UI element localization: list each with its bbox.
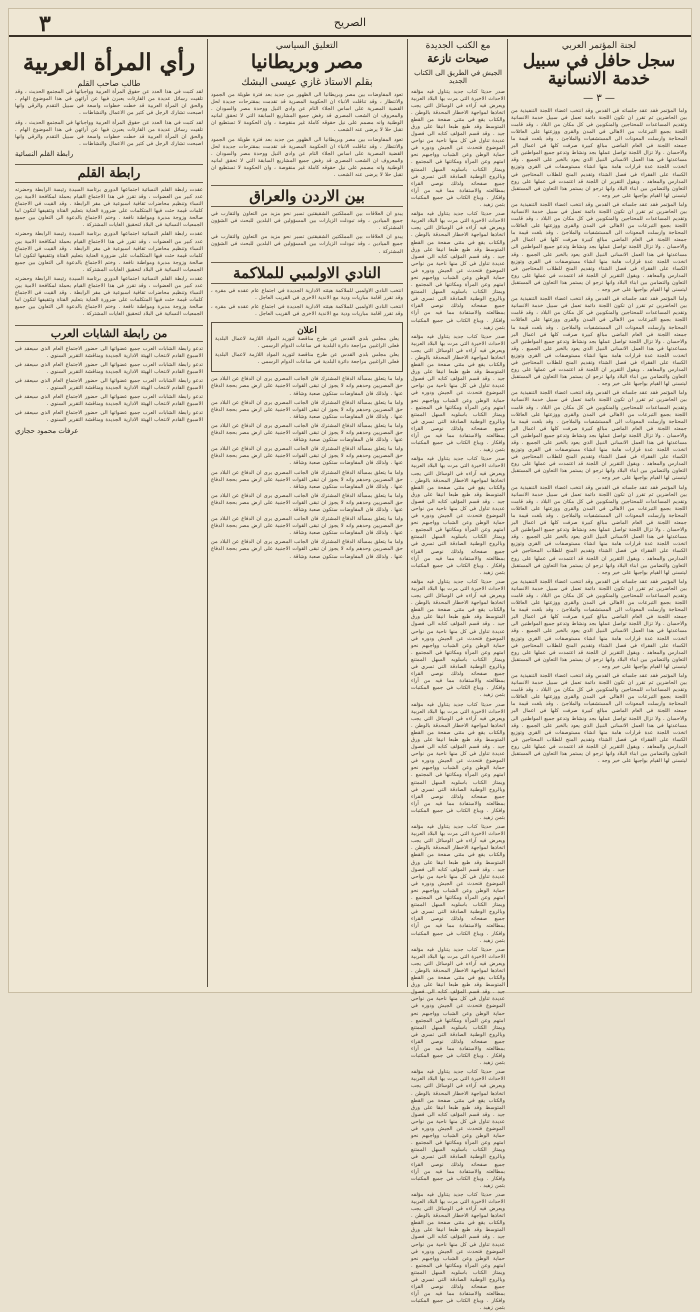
headline-arab-woman: رأي المرأة العربية [22, 49, 196, 76]
article-body: تعود المفاوضات بين مصر وبريطانيا الى الظهور من جديد بعد فترة طويلة من الجمود والانتظار ، وقد تناقلت الانباء ان الحكومة المصرية قد تقدمت بمقترحات جديدة لحل القضية المصرية على اساس الجلاء التام عن وادي النيل ووحدة مصر والسودان . والمعروف ان الشعب المصري قد رفض جميع المشاريع السابقة التي لا تحقق امانيه الوطنية وانه مصمم على نيل حقوقه كاملة غير منقوصة ، وان الحكومة لا تستطيع ان تقبل حلا لا يرضى عنه الشعب . تعود المفاوضات بين مصر وبريطانيا الى الظهور من جديد بعد فترة طويلة من الجمود والانتظار ، وقد تناقلت الانباء ان الحكومة المصرية قد تقدمت بمقترحات جديدة لحل القضية المصرية على اساس الجلاء التام عن وادي النيل ووحدة مصر والسودان . والمعروف ان الشعب المصري قد رفض جميع المشاريع السابقة التي لا تحقق امانيه الوطنية وانه مصمم على نيل حقوقه كاملة غير منقوصة ، وان الحكومة لا تستطيع ان تقبل حلا لا يرضى عنه الشعب . [211, 91, 403, 178]
article-body: يبدو ان العلاقات بين المملكتين الشقيقتين تسير نحو مزيد من التعاون والتقارب في جميع الميادين ، وقد تبودلت الزيارات بين المسؤولين في البلدين للبحث في الشؤون المشتركة . يبدو ان العلاقات بين المملكتين الشقيقتين تسير نحو مزيد من التعاون والتقارب في جميع الميادين ، وقد تبودلت الزيارات بين المسؤولين في البلدين للبحث في الشؤون المشتركة . [211, 211, 403, 255]
column-top-note: لجنة المؤتمر العربي [561, 41, 637, 51]
section-jordan-iraq: بين الاردن والعراق [211, 185, 403, 207]
section-young-women: من رابطة الشابات العرب [15, 325, 203, 342]
article-body: واما المؤتمر فقد عقد جلساته في القدس وقد انتخب اعضاء اللجنة التنفيذية من بين الحاضرين ثم تقرر ان تكون اللجنة دائمة تعمل في سبيل خدمة الانسانية وتقديم المساعدات للمحتاجين والمنكوبين في كل مكان من البلاد ، وقد قامت اللجنة بجمع التبرعات من الاهالي في المدن والقرى ووزعتها على العائلات المحتاجة وارسلت المعونات الى المستشفيات والملاجئ . وقد بلغت قيمة ما جمعته اللجنة في العام الماضي مبالغ كبيرة صرفت كلها في اعمال البر والاحسان . ولا تزال اللجنة تواصل عملها بجد ونشاط وتدعو جميع المواطنين الى مساعدتها في هذا العمل الانساني النبيل الذي يعود بالخير على الجميع . وقد اتخذت اللجنة عدة قرارات هامة منها انشاء مستوصفات في القرى وتوزيع الكساء على الفقراء في فصل الشتاء وتقديم المنح للطلاب المحتاجين في المدارس والمعاهد . ويقول التقرير ان اللجنة قد اعتمدت في عملها على روح التعاون والتضامن بين ابناء البلاد وانها ترجو ان يستمر هذا التعاون في المستقبل ليتسنى لها القيام بواجبها على خير وجه . واما المؤتمر فقد عقد جلساته في القدس وقد انتخب اعضاء اللجنة التنفيذية من بين الحاضرين ثم تقرر ان تكون اللجنة دائمة تعمل في سبيل خدمة الانسانية وتقديم المساعدات للمحتاجين والمنكوبين في كل مكان من البلاد ، وقد قامت اللجنة بجمع التبرعات من الاهالي في المدن والقرى ووزعتها على العائلات المحتاجة وارسلت المعونات الى المستشفيات والملاجئ . وقد بلغت قيمة ما جمعته اللجنة في العام الماضي مبالغ كبيرة صرفت كلها في اعمال البر والاحسان . ولا تزال اللجنة تواصل عملها بجد ونشاط وتدعو جميع المواطنين الى مساعدتها في هذا العمل الانساني النبيل الذي يعود بالخير على الجميع . وقد اتخذت اللجنة عدة قرارات هامة منها انشاء مستوصفات في القرى وتوزيع الكساء على الفقراء في فصل الشتاء وتقديم المنح للطلاب المحتاجين في المدارس والمعاهد . ويقول التقرير ان اللجنة قد اعتمدت في عملها على روح التعاون والتضامن بين ابناء البلاد وانها ترجو ان يستمر هذا التعاون في المستقبل ليتسنى لها القيام بواجبها على خير وجه . واما المؤتمر فقد عقد جلساته في القدس وقد انتخب اعضاء اللجنة التنفيذية من بين الحاضرين ثم تقرر ان تكون اللجنة دائمة تعمل في سبيل خدمة الانسانية وتقديم المساعدات للمحتاجين والمنكوبين في كل مكان من البلاد ، وقد قامت اللجنة بجمع التبرعات من الاهالي في المدن والقرى ووزعتها على العائلات المحتاجة وارسلت المعونات الى المستشفيات والملاجئ . وقد بلغت قيمة ما جمعته اللجنة في العام الماضي مبالغ كبيرة صرفت كلها في اعمال البر والاحسان . ولا تزال اللجنة تواصل عملها بجد ونشاط وتدعو جميع المواطنين الى مساعدتها في هذا العمل الانساني النبيل الذي يعود بالخير على الجميع . وقد اتخذت اللجنة عدة قرارات هامة منها انشاء مستوصفات في القرى وتوزيع الكساء على الفقراء في فصل الشتاء وتقديم المنح للطلاب المحتاجين في المدارس والمعاهد . ويقول التقرير ان اللجنة قد اعتمدت في عملها على روح التعاون والتضامن بين ابناء البلاد وانها ترجو ان يستمر هذا التعاون في المستقبل ليتسنى لها القيام بواجبها على خير وجه . واما المؤتمر فقد عقد جلساته في القدس وقد انتخب اعضاء اللجنة التنفيذية من بين الحاضرين ثم تقرر ان تكون اللجنة دائمة تعمل في سبيل خدمة الانسانية وتقديم المساعدات للمحتاجين والمنكوبين في كل مكان من البلاد ، وقد قامت اللجنة بجمع التبرعات من الاهالي في المدن والقرى ووزعتها على العائلات المحتاجة وارسلت المعونات الى المستشفيات والملاجئ . وقد بلغت قيمة ما جمعته اللجنة في العام الماضي مبالغ كبيرة صرفت كلها في اعمال البر والاحسان . ولا تزال اللجنة تواصل عملها بجد ونشاط وتدعو جميع المواطنين الى مساعدتها في هذا العمل الانساني النبيل الذي يعود بالخير على الجميع . وقد اتخذت اللجنة عدة قرارات هامة منها انشاء مستوصفات في القرى وتوزيع الكساء على الفقراء في فصل الشتاء وتقديم المنح للطلاب المحتاجين في المدارس والمعاهد . ويقول التقرير ان اللجنة قد اعتمدت في عملها على روح التعاون والتضامن بين ابناء البلاد وانها ترجو ان يستمر هذا التعاون في المستقبل ليتسنى لها القيام بواجبها على خير وجه . واما المؤتمر فقد عقد جلساته في القدس وقد انتخب اعضاء اللجنة التنفيذية من بين الحاضرين ثم تقرر ان تكون اللجنة دائمة تعمل في سبيل خدمة الانسانية وتقديم المساعدات للمحتاجين والمنكوبين في كل مكان من البلاد ، وقد قامت اللجنة بجمع التبرعات من الاهالي في المدن والقرى ووزعتها على العائلات المحتاجة وارسلت المعونات الى المستشفيات والملاجئ . وقد بلغت قيمة ما جمعته اللجنة في العام الماضي مبالغ كبيرة صرفت كلها في اعمال البر والاحسان . ولا تزال اللجنة تواصل عملها بجد ونشاط وتدعو جميع المواطنين الى مساعدتها في هذا العمل الانساني النبيل الذي يعود بالخير على الجميع . وقد اتخذت اللجنة عدة قرارات هامة منها انشاء مستوصفات في القرى وتوزيع الكساء على الفقراء في فصل الشتاء وتقديم المنح للطلاب المحتاجين في المدارس والمعاهد . ويقول التقرير ان اللجنة قد اعتمدت في عملها على روح التعاون والتضامن بين ابناء البلاد وانها ترجو ان يستمر هذا التعاون في المستقبل ليتسنى لها القيام بواجبها على خير وجه . واما المؤتمر فقد عقد جلساته في القدس وقد انتخب اعضاء اللجنة التنفيذية من بين الحاضرين ثم تقرر ان تكون اللجنة دائمة تعمل في سبيل خدمة الانسانية وتقديم المساعدات للمحتاجين والمنكوبين في كل مكان من البلاد ، وقد قامت اللجنة بجمع التبرعات من الاهالي في المدن والقرى ووزعتها على العائلات المحتاجة وارسلت المعونات الى المستشفيات والملاجئ . وقد بلغت قيمة ما جمعته اللجنة في العام الماضي مبالغ كبيرة صرفت كلها في اعمال البر والاحسان . ولا تزال اللجنة تواصل عملها بجد ونشاط وتدعو جميع المواطنين الى مساعدتها في هذا العمل الانساني النبيل الذي يعود بالخير على الجميع . وقد اتخذت اللجنة عدة قرارات هامة منها انشاء مستوصفات في القرى وتوزيع الكساء على الفقراء في فصل الشتاء وتقديم المنح للطلاب المحتاجين في المدارس والمعاهد . ويقول التقرير ان اللجنة قد اعتمدت في عملها على روح التعاون والتضامن بين ابناء البلاد وانها ترجو ان يستمر هذا التعاون في المستقبل ليتسنى لها القيام بواجبها على خير وجه . واما المؤتمر فقد عقد جلساته في القدس وقد انتخب اعضاء اللجنة التنفيذية من بين الحاضرين ثم تقرر ان تكون اللجنة دائمة تعمل في سبيل خدمة الانسانية وتقديم المساعدات للمحتاجين والمنكوبين في كل مكان من البلاد ، وقد قامت اللجنة بجمع التبرعات من الاهالي في المدن والقرى ووزعتها على العائلات المحتاجة وارسلت المعونات الى المستشفيات والملاجئ . وقد بلغت قيمة ما جمعته اللجنة في العام الماضي مبالغ كبيرة صرفت كلها في اعمال البر والاحسان . ولا تزال اللجنة تواصل عملها بجد ونشاط وتدعو جميع المواطنين الى مساعدتها في هذا العمل الانساني النبيل الذي يعود بالخير على الجميع . وقد اتخذت اللجنة عدة قرارات هامة منها انشاء مستوصفات في القرى وتوزيع الكساء على الفقراء في فصل الشتاء وتقديم المنح للطلاب المحتاجين في المدارس والمعاهد . ويقول التقرير ان اللجنة قد اعتمدت في عملها على روح التعاون والتضامن بين ابناء البلاد وانها ترجو ان يستمر هذا التعاون في المستقبل ليتسنى لها القيام بواجبها على خير وجه . [511, 107, 687, 765]
signature: عرفات محمود حجازي [15, 426, 79, 435]
article-part: — ٣ — [583, 92, 615, 104]
headline-books: صيحات نازعة [427, 52, 489, 65]
notice-body: يعلن مجلس بلدي القدس عن طرح مناقصة لتوريد المواد اللازمة لاعمال البلدية فعلى الراغبين مراجعة دائرة البلدية في ساعات الدوام الرسمي . يعلن مجلس بلدي القدس عن طرح مناقصة لتوريد المواد اللازمة لاعمال البلدية فعلى الراغبين مراجعة دائرة البلدية في ساعات الدوام الرسمي . [215, 336, 399, 366]
column-books [411, 39, 505, 1312]
section-boxing-club: النادي الاولمبي للملاكمة [211, 262, 403, 284]
headline-humanity: سجل حافل في سبيل خدمة الانسانية [522, 51, 676, 89]
page-number: ٣ [39, 11, 51, 37]
notice-box [211, 322, 403, 372]
section-pen-league: رابطة القلم [15, 164, 203, 183]
article-body: لقد كتبت في هذا العدد عن حقوق المرأة العربية وواجباتها في المجتمع الحديث ، وقد تلقيت رسائل عديدة من القارئات يعبرن فيها عن آرائهن في هذا الموضوع الهام . والحق ان المرأة العربية قد خطت خطوات واسعة في سبيل التقدم والرقي وانها اصبحت تشارك الرجل في كثير من الاعمال والنشاطات . لقد كتبت في هذا العدد عن حقوق المرأة العربية وواجباتها في المجتمع الحديث ، وقد تلقيت رسائل عديدة من القارئات يعبرن فيها عن آرائهن في هذا الموضوع الهام . والحق ان المرأة العربية قد خطت خطوات واسعة في سبيل التقدم والرقي وانها اصبحت تشارك الرجل في كثير من الاعمال والنشاطات . [15, 89, 203, 147]
article-body: عقدت رابطة القلم النسائية اجتماعها الدوري برئاسة السيدة رئيسة الرابطة وحضرته عدد كبير من العضوات ، وقد تقرر في هذا الاجتماع القيام بحملة لمكافحة الامية بين النساء وتنظيم محاضرات ثقافية اسبوعية في مقر الرابطة . وقد القيت في الاجتماع كلمات قيمة حثت فيها المتكلمات على ضرورة العناية بتعليم الفتاة وتثقيفها لتكون اما صالحة وزوجة مدبرة ومواطنة نافعة . وختم الاجتماع بالدعوة الى التعاون بين جميع الجمعيات النسائية في البلاد لتحقيق الغايات المشتركة . عقدت رابطة القلم النسائية اجتماعها الدوري برئاسة السيدة رئيسة الرابطة وحضرته عدد كبير من العضوات ، وقد تقرر في هذا الاجتماع القيام بحملة لمكافحة الامية بين النساء وتنظيم محاضرات ثقافية اسبوعية في مقر الرابطة . وقد القيت في الاجتماع كلمات قيمة حثت فيها المتكلمات على ضرورة العناية بتعليم الفتاة وتثقيفها لتكون اما صالحة وزوجة مدبرة ومواطنة نافعة . وختم الاجتماع بالدعوة الى التعاون بين جميع الجمعيات النسائية في البلاد لتحقيق الغايات المشتركة . عقدت رابطة القلم النسائية اجتماعها الدوري برئاسة السيدة رئيسة الرابطة وحضرته عدد كبير من العضوات ، وقد تقرر في هذا الاجتماع القيام بحملة لمكافحة الامية بين النساء وتنظيم محاضرات ثقافية اسبوعية في مقر الرابطة . وقد القيت في الاجتماع كلمات قيمة حثت فيها المتكلمات على ضرورة العناية بتعليم الفتاة وتثقيفها لتكون اما صالحة وزوجة مدبرة ومواطنة نافعة . وختم الاجتماع بالدعوة الى التعاون بين جميع الجمعيات النسائية في البلاد لتحقيق الغايات المشتركة . [15, 186, 203, 318]
column-politics [211, 39, 403, 984]
column-top-note: التعليق السياسي [275, 41, 339, 51]
article-byline: بقلم الاستاذ غازي عيسى البشك [241, 76, 373, 88]
headline-egypt-britain: مصر وبريطانيا [250, 51, 364, 73]
column-women [15, 39, 203, 984]
paper-name: الصريح [333, 16, 367, 29]
column-rule [207, 39, 208, 987]
article-body: واما ما يتعلق بمسألة الدفاع المشترك فان الجانب المصري يرى ان الدفاع عن البلاد من حق المصريين وحدهم وانه لا يجوز ان تبقى القوات الاجنبية على ارض مصر بحجة الدفاع عنها . ولذلك فان المفاوضات ستكون صعبة وشاقة . واما ما يتعلق بمسألة الدفاع المشترك فان الجانب المصري يرى ان الدفاع عن البلاد من حق المصريين وحدهم وانه لا يجوز ان تبقى القوات الاجنبية على ارض مصر بحجة الدفاع عنها . ولذلك فان المفاوضات ستكون صعبة وشاقة . واما ما يتعلق بمسألة الدفاع المشترك فان الجانب المصري يرى ان الدفاع عن البلاد من حق المصريين وحدهم وانه لا يجوز ان تبقى القوات الاجنبية على ارض مصر بحجة الدفاع عنها . ولذلك فان المفاوضات ستكون صعبة وشاقة . واما ما يتعلق بمسألة الدفاع المشترك فان الجانب المصري يرى ان الدفاع عن البلاد من حق المصريين وحدهم وانه لا يجوز ان تبقى القوات الاجنبية على ارض مصر بحجة الدفاع عنها . ولذلك فان المفاوضات ستكون صعبة وشاقة . واما ما يتعلق بمسألة الدفاع المشترك فان الجانب المصري يرى ان الدفاع عن البلاد من حق المصريين وحدهم وانه لا يجوز ان تبقى القوات الاجنبية على ارض مصر بحجة الدفاع عنها . ولذلك فان المفاوضات ستكون صعبة وشاقة . واما ما يتعلق بمسألة الدفاع المشترك فان الجانب المصري يرى ان الدفاع عن البلاد من حق المصريين وحدهم وانه لا يجوز ان تبقى القوات الاجنبية على ارض مصر بحجة الدفاع عنها . ولذلك فان المفاوضات ستكون صعبة وشاقة . واما ما يتعلق بمسألة الدفاع المشترك فان الجانب المصري يرى ان الدفاع عن البلاد من حق المصريين وحدهم وانه لا يجوز ان تبقى القوات الاجنبية على ارض مصر بحجة الدفاع عنها . ولذلك فان المفاوضات ستكون صعبة وشاقة . واما ما يتعلق بمسألة الدفاع المشترك فان الجانب المصري يرى ان الدفاع عن البلاد من حق المصريين وحدهم وانه لا يجوز ان تبقى القوات الاجنبية على ارض مصر بحجة الدفاع عنها . ولذلك فان المفاوضات ستكون صعبة وشاقة . [211, 376, 403, 560]
column-rule [407, 39, 408, 987]
article-body: انتخب النادي الاولمبي للملاكمة هيئته الادارية الجديدة في اجتماع عام عقده في مقره ، وقد تقرر اقامة مباريات ودية مع الاندية الاخرى في القريب العاجل . انتخب النادي الاولمبي للملاكمة هيئته الادارية الجديدة في اجتماع عام عقده في مقره ، وقد تقرر اقامة مباريات ودية مع الاندية الاخرى في القريب العاجل . [211, 287, 403, 317]
article-body: تدعو رابطة الشابات العرب جميع عضواتها الى حضور الاجتماع العام الذي سيعقد في الاسبوع القادم لانتخاب الهيئة الادارية الجديدة ومناقشة التقرير السنوي . تدعو رابطة الشابات العرب جميع عضواتها الى حضور الاجتماع العام الذي سيعقد في الاسبوع القادم لانتخاب الهيئة الادارية الجديدة ومناقشة التقرير السنوي . تدعو رابطة الشابات العرب جميع عضواتها الى حضور الاجتماع العام الذي سيعقد في الاسبوع القادم لانتخاب الهيئة الادارية الجديدة ومناقشة التقرير السنوي . تدعو رابطة الشابات العرب جميع عضواتها الى حضور الاجتماع العام الذي سيعقد في الاسبوع القادم لانتخاب الهيئة الادارية الجديدة ومناقشة التقرير السنوي . تدعو رابطة الشابات العرب جميع عضواتها الى حضور الاجتماع العام الذي سيعقد في الاسبوع القادم لانتخاب الهيئة الادارية الجديدة ومناقشة التقرير السنوي . [15, 345, 203, 424]
column-top-note: مع الكتب الجديدة [425, 41, 491, 51]
article-body: صدر حديثا كتاب جديد يتناول فيه مؤلفه الاحداث الاخيرة التي مرت بها البلاد العربية ويعرض فيه آراءه في الوسائل التي يجب اتخاذها لمواجهة الاخطار المحدقة بالوطن . والكتاب يقع في مئتي صفحة من القطع المتوسط وقد طبع طبعا انيقا على ورق جيد . وقد قسم المؤلف كتابه الى فصول عديدة تناول في كل منها ناحية من نواحي الموضوع فتحدث عن الجيش ودوره في حماية الوطن وعن الشباب وواجبهم نحو امتهم وعن المرأة ومكانتها في المجتمع . ويمتاز الكتاب باسلوبه السهل الممتنع وبالروح الوطنية الصادقة التي تسري في جميع صفحاته ولذلك نوصي القراء بمطالعته والاستفادة مما فيه من آراء وافكار . ويباع الكتاب في جميع المكتبات بثمن زهيد . صدر حديثا كتاب جديد يتناول فيه مؤلفه الاحداث الاخيرة التي مرت بها البلاد العربية ويعرض فيه آراءه في الوسائل التي يجب اتخاذها لمواجهة الاخطار المحدقة بالوطن . والكتاب يقع في مئتي صفحة من القطع المتوسط وقد طبع طبعا انيقا على ورق جيد . وقد قسم المؤلف كتابه الى فصول عديدة تناول في كل منها ناحية من نواحي الموضوع فتحدث عن الجيش ودوره في حماية الوطن وعن الشباب وواجبهم نحو امتهم وعن المرأة ومكانتها في المجتمع . ويمتاز الكتاب باسلوبه السهل الممتنع وبالروح الوطنية الصادقة التي تسري في جميع صفحاته ولذلك نوصي القراء بمطالعته والاستفادة مما فيه من آراء وافكار . ويباع الكتاب في جميع المكتبات بثمن زهيد . صدر حديثا كتاب جديد يتناول فيه مؤلفه الاحداث الاخيرة التي مرت بها البلاد العربية ويعرض فيه آراءه في الوسائل التي يجب اتخاذها لمواجهة الاخطار المحدقة بالوطن . والكتاب يقع في مئتي صفحة من القطع المتوسط وقد طبع طبعا انيقا على ورق جيد . وقد قسم المؤلف كتابه الى فصول عديدة تناول في كل منها ناحية من نواحي الموضوع فتحدث عن الجيش ودوره في حماية الوطن وعن الشباب وواجبهم نحو امتهم وعن المرأة ومكانتها في المجتمع . ويمتاز الكتاب باسلوبه السهل الممتنع وبالروح الوطنية الصادقة التي تسري في جميع صفحاته ولذلك نوصي القراء بمطالعته والاستفادة مما فيه من آراء وافكار . ويباع الكتاب في جميع المكتبات بثمن زهيد . صدر حديثا كتاب جديد يتناول فيه مؤلفه الاحداث الاخيرة التي مرت بها البلاد العربية ويعرض فيه آراءه في الوسائل التي يجب اتخاذها لمواجهة الاخطار المحدقة بالوطن . والكتاب يقع في مئتي صفحة من القطع المتوسط وقد طبع طبعا انيقا على ورق جيد . وقد قسم المؤلف كتابه الى فصول عديدة تناول في كل منها ناحية من نواحي الموضوع فتحدث عن الجيش ودوره في حماية الوطن وعن الشباب وواجبهم نحو امتهم وعن المرأة ومكانتها في المجتمع . ويمتاز الكتاب باسلوبه السهل الممتنع وبالروح الوطنية الصادقة التي تسري في جميع صفحاته ولذلك نوصي القراء بمطالعته والاستفادة مما فيه من آراء وافكار . ويباع الكتاب في جميع المكتبات بثمن زهيد . صدر حديثا كتاب جديد يتناول فيه مؤلفه الاحداث الاخيرة التي مرت بها البلاد العربية ويعرض فيه آراءه في الوسائل التي يجب اتخاذها لمواجهة الاخطار المحدقة بالوطن . والكتاب يقع في مئتي صفحة من القطع المتوسط وقد طبع طبعا انيقا على ورق جيد . وقد قسم المؤلف كتابه الى فصول عديدة تناول في كل منها ناحية من نواحي الموضوع فتحدث عن الجيش ودوره في حماية الوطن وعن الشباب وواجبهم نحو امتهم وعن المرأة ومكانتها في المجتمع . ويمتاز الكتاب باسلوبه السهل الممتنع وبالروح الوطنية الصادقة التي تسري في جميع صفحاته ولذلك نوصي القراء بمطالعته والاستفادة مما فيه من آراء وافكار . ويباع الكتاب في جميع المكتبات بثمن زهيد . صدر حديثا كتاب جديد يتناول فيه مؤلفه الاحداث الاخيرة التي مرت بها البلاد العربية ويعرض فيه آراءه في الوسائل التي يجب اتخاذها لمواجهة الاخطار المحدقة بالوطن . والكتاب يقع في مئتي صفحة من القطع المتوسط وقد طبع طبعا انيقا على ورق جيد . وقد قسم المؤلف كتابه الى فصول عديدة تناول في كل منها ناحية من نواحي الموضوع فتحدث عن الجيش ودوره في حماية الوطن وعن الشباب وواجبهم نحو امتهم وعن المرأة ومكانتها في المجتمع . ويمتاز الكتاب باسلوبه السهل الممتنع وبالروح الوطنية الصادقة التي تسري في جميع صفحاته ولذلك نوصي القراء بمطالعته والاستفادة مما فيه من آراء وافكار . ويباع الكتاب في جميع المكتبات بثمن زهيد . صدر حديثا كتاب جديد يتناول فيه مؤلفه الاحداث الاخيرة التي مرت بها البلاد العربية ويعرض فيه آراءه في الوسائل التي يجب اتخاذها لمواجهة الاخطار المحدقة بالوطن . والكتاب يقع في مئتي صفحة من القطع المتوسط وقد طبع طبعا انيقا على ورق جيد . وقد قسم المؤلف كتابه الى فصول عديدة تناول في كل منها ناحية من نواحي الموضوع فتحدث عن الجيش ودوره في حماية الوطن وعن الشباب وواجبهم نحو امتهم وعن المرأة ومكانتها في المجتمع . ويمتاز الكتاب باسلوبه السهل الممتنع وبالروح الوطنية الصادقة التي تسري في جميع صفحاته ولذلك نوصي القراء بمطالعته والاستفادة مما فيه من آراء وافكار . ويباع الكتاب في جميع المكتبات بثمن زهيد . صدر حديثا كتاب جديد يتناول فيه مؤلفه الاحداث الاخيرة التي مرت بها البلاد العربية ويعرض فيه آراءه في الوسائل التي يجب اتخاذها لمواجهة الاخطار المحدقة بالوطن . والكتاب يقع في مئتي صفحة من القطع المتوسط وقد طبع طبعا انيقا على ورق جيد . وقد قسم المؤلف كتابه الى فصول عديدة تناول في كل منها ناحية من نواحي الموضوع فتحدث عن الجيش ودوره في حماية الوطن وعن الشباب وواجبهم نحو امتهم وعن المرأة ومكانتها في المجتمع . ويمتاز الكتاب باسلوبه السهل الممتنع وبالروح الوطنية الصادقة التي تسري في جميع صفحاته ولذلك نوصي القراء بمطالعته والاستفادة مما فيه من آراء وافكار . ويباع الكتاب في جميع المكتبات بثمن زهيد . صدر حديثا كتاب جديد يتناول فيه مؤلفه الاحداث الاخيرة التي مرت بها البلاد العربية ويعرض فيه آراءه في الوسائل التي يجب اتخاذها لمواجهة الاخطار المحدقة بالوطن . والكتاب يقع في مئتي صفحة من القطع المتوسط وقد طبع طبعا انيقا على ورق جيد . وقد قسم المؤلف كتابه الى فصول عديدة تناول في كل منها ناحية من نواحي الموضوع فتحدث عن الجيش ودوره في حماية الوطن وعن الشباب وواجبهم نحو امتهم وعن المرأة ومكانتها في المجتمع . ويمتاز الكتاب باسلوبه السهل الممتنع وبالروح الوطنية الصادقة التي تسري في جميع صفحاته ولذلك نوصي القراء بمطالعته والاستفادة مما فيه من آراء وافكار . ويباع الكتاب في جميع المكتبات بثمن زهيد . صدر حديثا كتاب جديد يتناول فيه مؤلفه الاحداث الاخيرة التي مرت بها البلاد العربية ويعرض فيه آراءه في الوسائل التي يجب اتخاذها لمواجهة الاخطار المحدقة بالوطن . والكتاب يقع في مئتي صفحة من القطع المتوسط وقد طبع طبعا انيقا على ورق جيد . وقد قسم المؤلف كتابه الى فصول عديدة تناول في كل منها ناحية من نواحي الموضوع فتحدث عن الجيش ودوره في حماية الوطن وعن الشباب وواجبهم نحو امتهم وعن المرأة ومكانتها في المجتمع . ويمتاز الكتاب باسلوبه السهل الممتنع وبالروح الوطنية الصادقة التي تسري في جميع صفحاته ولذلك نوصي القراء بمطالعته والاستفادة مما فيه من آراء وافكار . ويباع الكتاب في جميع المكتبات بثمن زهيد . [411, 88, 505, 1312]
article-subtitle: الجيش في الطريق الى الكتاب الجديد [414, 68, 502, 85]
signature: رابطة القلم النسائية [15, 149, 74, 158]
notice-title: اعلان [297, 326, 317, 336]
masthead [9, 9, 691, 37]
column-rule [507, 39, 508, 987]
column-humanity [511, 39, 687, 984]
newspaper-page [8, 8, 692, 1312]
column-top-note: طالب صاحب القلم [77, 79, 141, 89]
